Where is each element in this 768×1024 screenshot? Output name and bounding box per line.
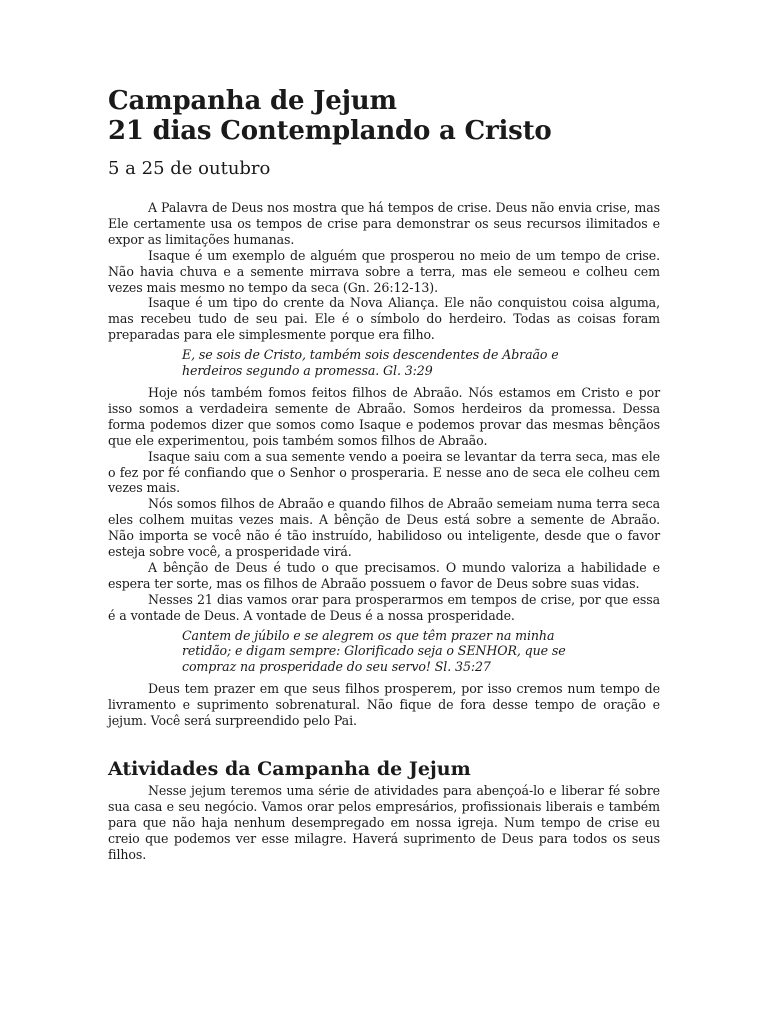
section-activities [108, 783, 660, 863]
scripture-quote: E, se sois de Cristo, também sois descendentes de Abraão e herdeiros segundo a promessa. Gl. 3:29 [182, 347, 559, 379]
document-title [108, 86, 660, 146]
section-intro [108, 200, 660, 729]
paragraph: Isaque é um exemplo de alguém que prosperou no meio de um tempo de crise. Não havia chuva e a semente mirrava sobre a terra, mas ele semeou e colheu cem vezes mais mesmo no tempo da seca (Gn. 26:12-13). [108, 247, 660, 295]
paragraph: Nesse jejum teremos uma série de atividades para abençoá-lo e liberar fé sobre sua casa e seu negócio. Vamos orar pelos empresários, profissionais liberais e também para que não haja nenhum desempregado em nossa igreja. Num tempo de crise eu creio que podemos ver esse milagre. Haverá suprimento de Deus para todos os seus filhos. [108, 783, 660, 862]
section-heading: Atividades da Campanha de Jejum [108, 758, 471, 780]
paragraph: Nós somos filhos de Abraão e quando filhos de Abraão semeiam numa terra seca eles colhem muitas vezes mais. A bênção de Deus está sobre a semente de Abraão. Não importa se você não é tão instruído, habilidoso ou inteligente, desde que o favor esteja sobre você, a prosperidade virá. [108, 496, 660, 560]
title-line-2: 21 dias Contemplando a Cristo [108, 116, 552, 146]
paragraph: Isaque saiu com a sua semente vendo a poeira se levantar da terra seca, mas ele o fez por fé confiando que o Senhor o prosperaria. E nesse ano de seca ele colheu cem vezes mais. [108, 448, 660, 496]
paragraph: Nesses 21 dias vamos orar para prosperarmos em tempos de crise, por que essa é a vontade de Deus. A vontade de Deus é a nossa prosperidade. [108, 591, 660, 623]
paragraph: Isaque é um tipo do crente da Nova Aliança. Ele não conquistou coisa alguma, mas recebeu tudo de seu pai. Ele é o símbolo do herdeiro. Todas as coisas foram preparadas para ele simplesmente porque era filho. [108, 295, 660, 343]
document-subtitle: 5 a 25 de outubro [108, 158, 271, 179]
document-page [108, 86, 660, 863]
paragraph: Deus tem prazer em que seus filhos prosperem, por isso cremos num tempo de livramento e suprimento sobrenatural. Não fique de fora desse tempo de oração e jejum. Você será surpreendido pelo Pai. [108, 681, 660, 729]
paragraph: A Palavra de Deus nos mostra que há tempos de crise. Deus não envia crise, mas Ele certamente usa os tempos de crise para demonstrar os seus recursos ilimitados e expor as limitações humanas. [108, 200, 660, 247]
paragraph: Hoje nós também fomos feitos filhos de Abraão. Nós estamos em Cristo e por isso somos a verdadeira semente de Abraão. Somos herdeiros da promessa. Dessa forma podemos dizer que somos como Isaque e podemos provar das mesmas bênçãos que ele experimentou, pois também somos filhos de Abraão. [108, 384, 660, 448]
title-line-1: Campanha de Jejum [108, 86, 397, 116]
scripture-quote: Cantem de júbilo e se alegrem os que têm prazer na minha retidão; e digam sempre: Glorificado seja o SENHOR, que se compraz na prosperidade do seu servo! Sl. 35:27 [182, 627, 566, 675]
paragraph: A bênção de Deus é tudo o que precisamos. O mundo valoriza a habilidade e espera ter sorte, mas os filhos de Abraão possuem o favor de Deus sobre suas vidas. [108, 559, 660, 591]
